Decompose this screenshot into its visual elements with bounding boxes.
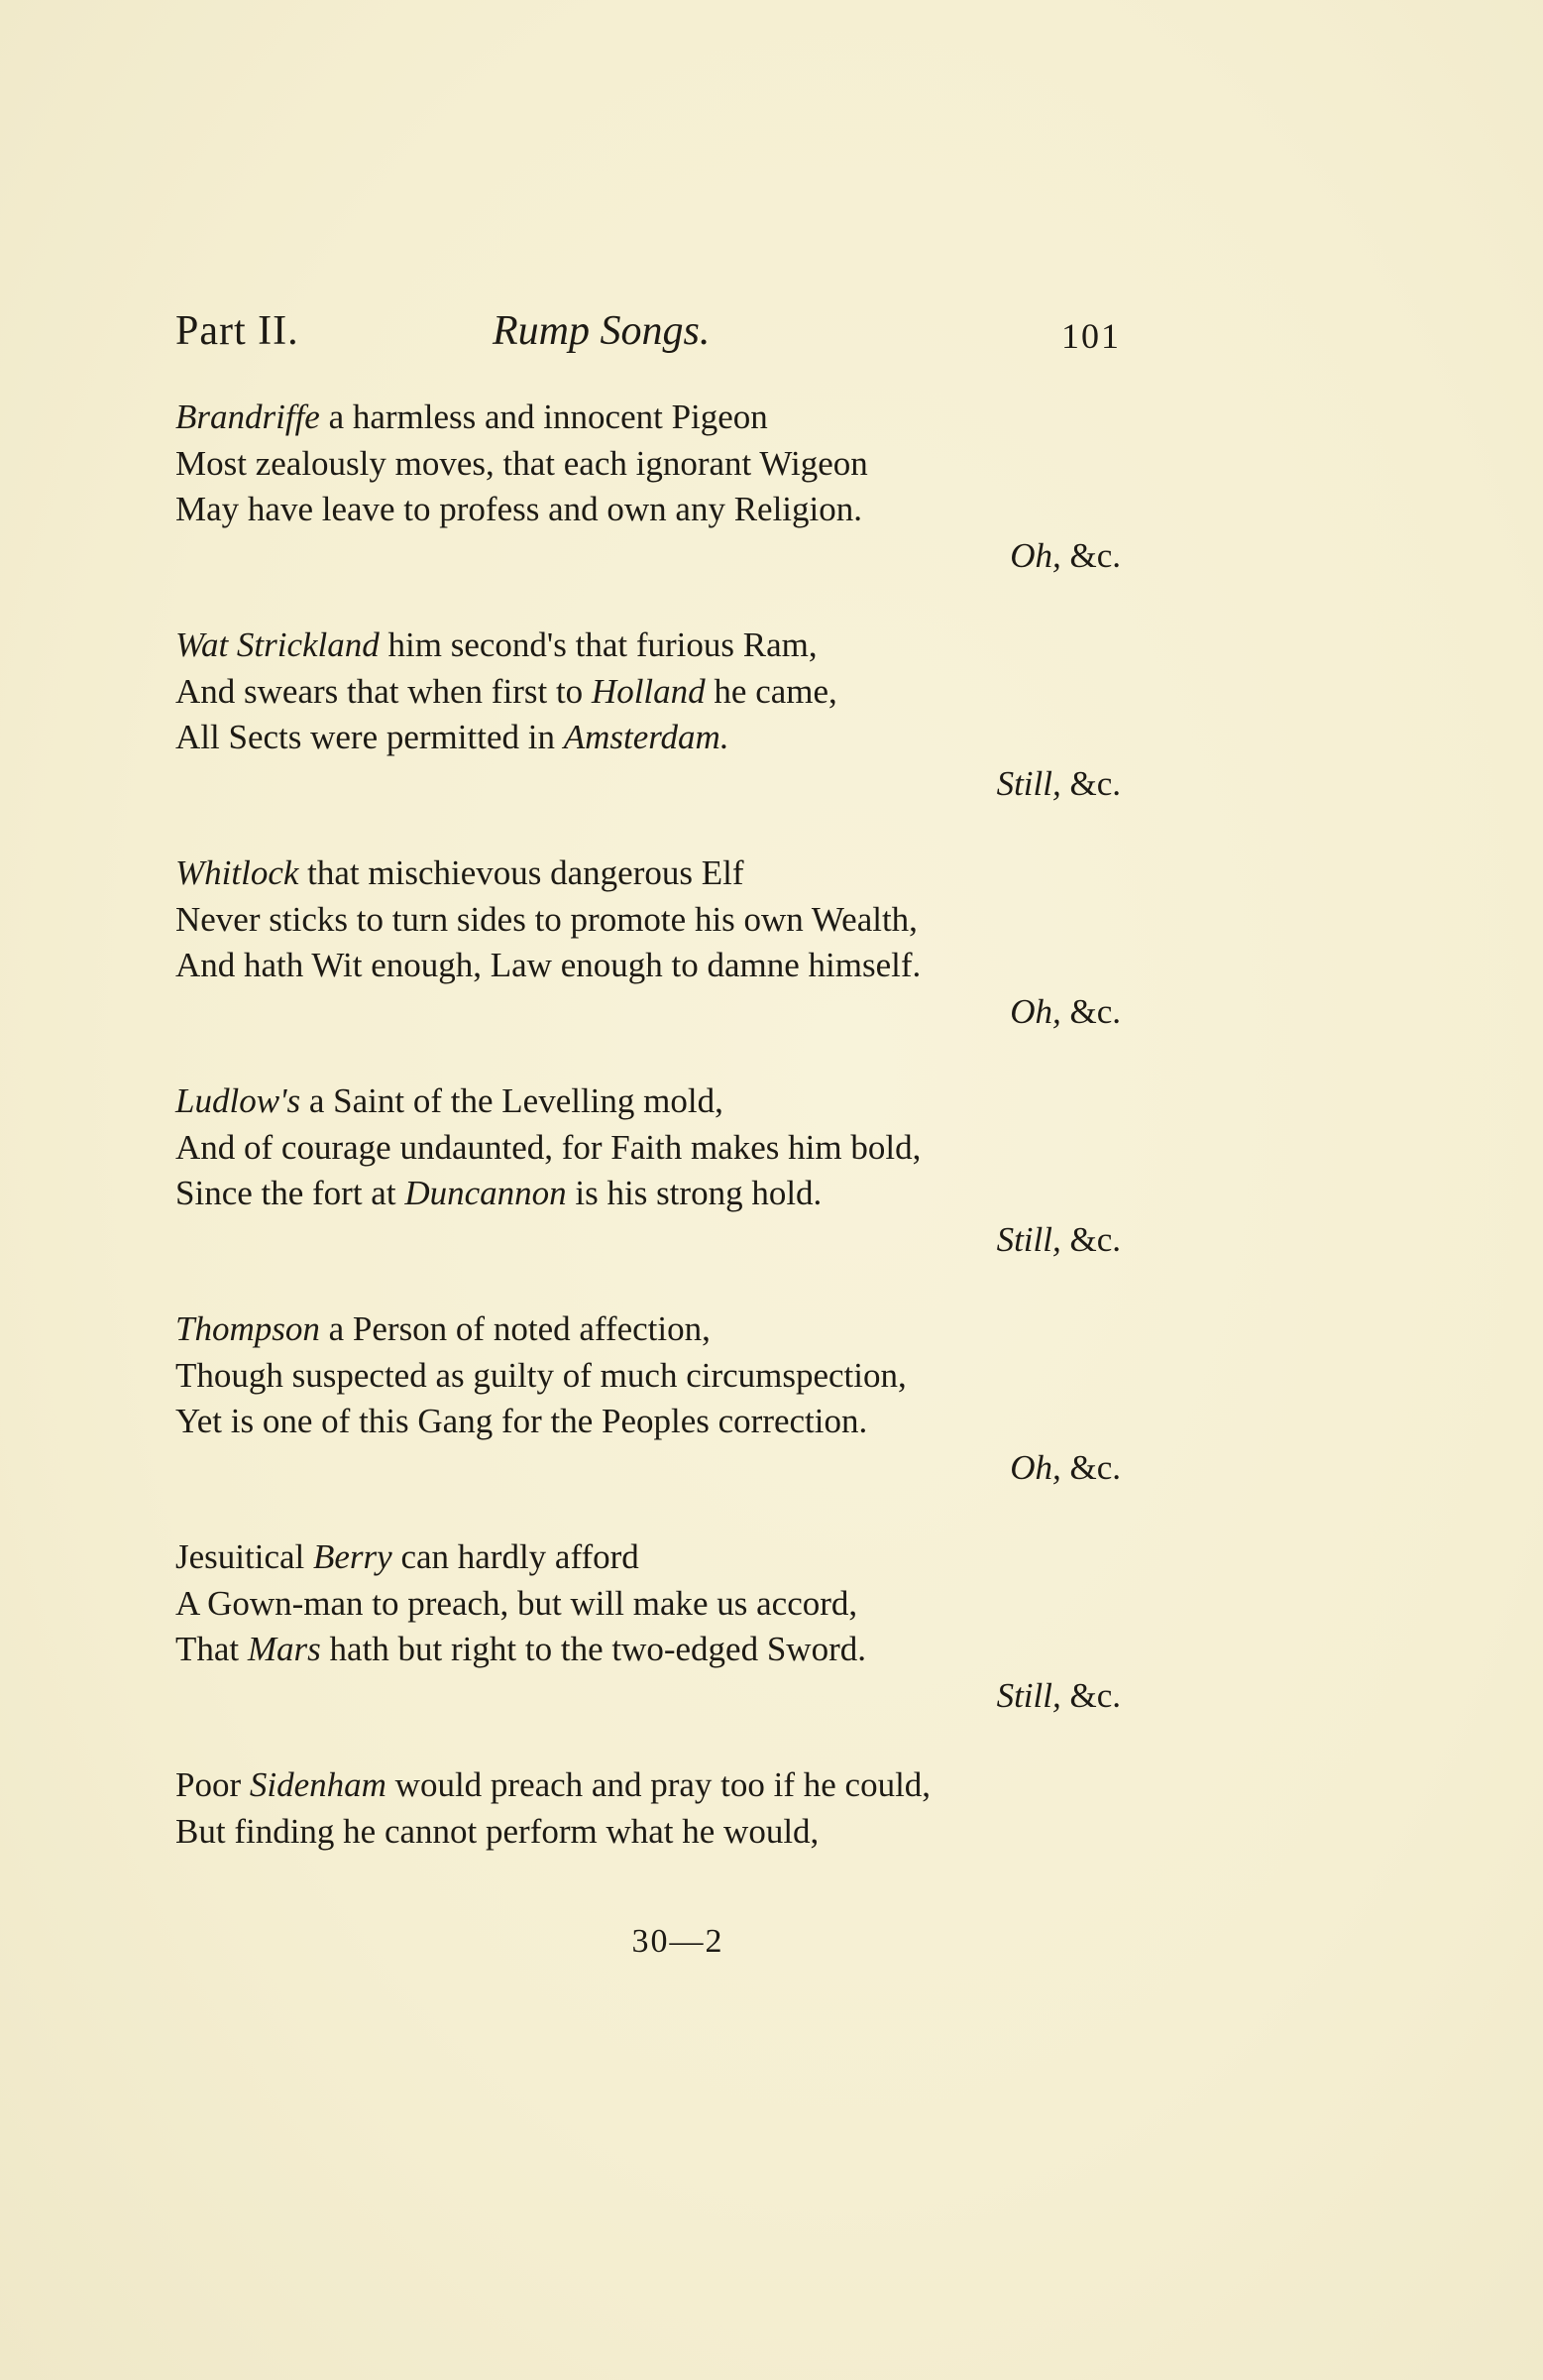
verse-line: And swears that when first to Holland he came, (175, 671, 837, 711)
stanza (175, 623, 1121, 807)
verse-line: A Gown-man to preach, but will make us accord, (175, 1583, 858, 1623)
verse-line: That Mars hath but right to the two-edged Sword. (175, 1630, 866, 1668)
deity-name: Mars (247, 1630, 321, 1668)
running-header (175, 297, 1121, 367)
person-name: Berry (313, 1537, 392, 1576)
refrain: Oh, &c. (1010, 535, 1121, 575)
verse-line: Brandriffe a harmless and innocent Pigeon (175, 397, 768, 436)
verse-line: Ludlow's a Saint of the Levelling mold, (175, 1081, 723, 1120)
verse-line: Most zealously moves, that each ignorant Wigeon (175, 443, 868, 483)
stanza (175, 850, 1121, 1035)
verse-line: May have leave to profess and own any Religion. (175, 490, 863, 528)
person-name: Whitlock (175, 853, 299, 892)
verse-line: Thompson a Person of noted affection, (175, 1309, 711, 1348)
stanza (175, 1078, 1121, 1263)
person-name: Thompson (175, 1309, 320, 1348)
verse-line: But finding he cannot perform what he would, (175, 1811, 820, 1851)
verse-line: Poor Sidenham would preach and pray too if he could, (175, 1765, 932, 1804)
person-name: Ludlow's (175, 1081, 301, 1120)
part-label: Part II. (175, 308, 299, 354)
person-name: Brandriffe (175, 397, 320, 436)
signature-mark (175, 1923, 1121, 1961)
refrain: Still, &c. (996, 763, 1121, 803)
refrain: Oh, &c. (1010, 1447, 1121, 1487)
verse-line: And of courage undaunted, for Faith makes him bold, (175, 1127, 922, 1167)
verse-line: Wat Strickland him second's that furious Ram, (175, 625, 818, 664)
place-name: Amsterdam. (563, 718, 729, 756)
verse-line: Jesuitical Berry can hardly afford (175, 1537, 639, 1576)
stanza (175, 1762, 1121, 1855)
person-name: Wat Strickland (175, 625, 380, 664)
person-name: Sidenham (249, 1765, 386, 1804)
place-name: Duncannon (404, 1174, 567, 1212)
refrain: Still, &c. (996, 1219, 1121, 1259)
page-number: 101 (1061, 316, 1121, 356)
stanza (175, 395, 1121, 579)
verse-line: Though suspected as guilty of much circumspection, (175, 1355, 907, 1395)
verse-line: And hath Wit enough, Law enough to damne himself. (175, 946, 922, 984)
verse-line: Yet is one of this Gang for the Peoples correction. (175, 1402, 868, 1440)
stanza (175, 1306, 1121, 1491)
place-name: Holland (591, 671, 706, 711)
verse-line: Whitlock that mischievous dangerous Elf (175, 853, 744, 892)
verse-line: All Sects were permitted in Amsterdam. (175, 718, 729, 756)
refrain: Oh, &c. (1010, 991, 1121, 1031)
poem-body (175, 395, 1121, 1898)
running-title: Rump Songs. (493, 308, 711, 354)
signature-text: 30—2 (631, 1923, 724, 1960)
refrain: Still, &c. (996, 1675, 1121, 1715)
verse-line: Never sticks to turn sides to promote his own Wealth, (175, 899, 918, 939)
verse-line: Since the fort at Duncannon is his strong hold. (175, 1174, 823, 1212)
stanza (175, 1534, 1121, 1719)
